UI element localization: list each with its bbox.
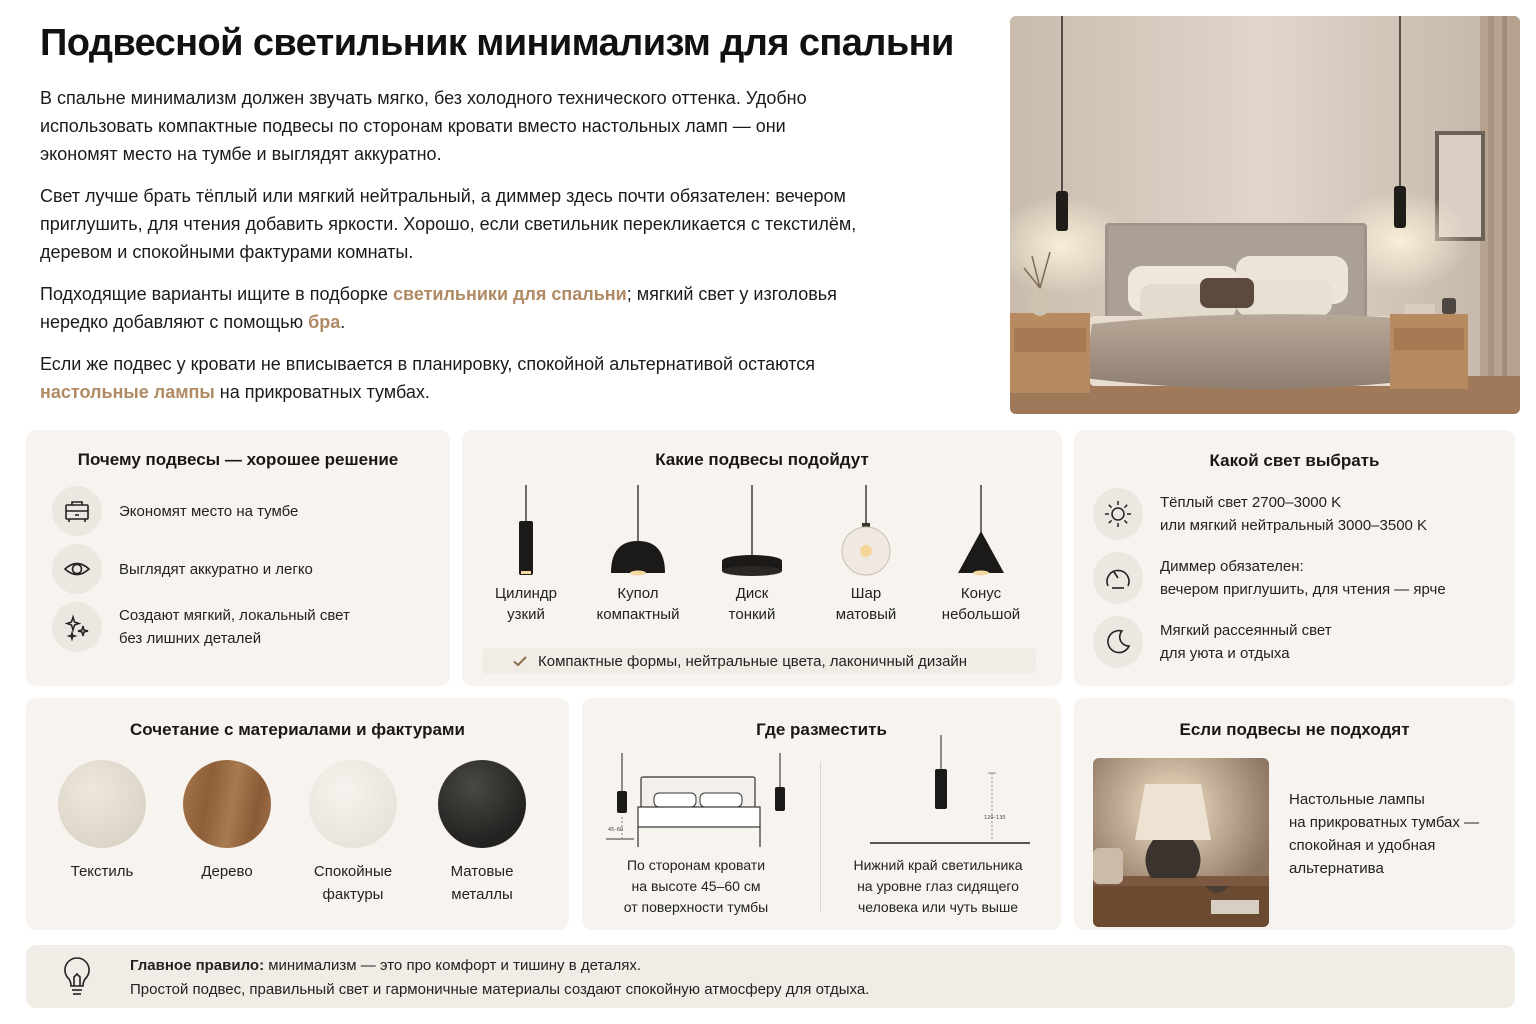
- intro-paragraph-4: [40, 350, 860, 406]
- light-item: [1093, 488, 1427, 540]
- main-rule-label: Главное правило:: [130, 957, 265, 974]
- material-metal: [427, 760, 537, 906]
- dome-pendant-icon: [603, 485, 673, 577]
- pendant-type-desc: компактный: [596, 606, 680, 623]
- checkmark-icon: [512, 653, 528, 669]
- globe-pendant-icon: [831, 485, 901, 577]
- alternative-text-line: Настольные лампы: [1289, 791, 1425, 808]
- plaster-swatch: [309, 760, 397, 848]
- metal-swatch: [438, 760, 526, 848]
- page-title: Подвесной светильник минимализм для спальни: [40, 22, 954, 64]
- nightstand-icon: [52, 486, 102, 536]
- pendant-type-name: Диск: [735, 585, 769, 602]
- intro-paragraph-2: Свет лучше брать тёплый или мягкий нейтральный, а диммер здесь почти обязателен: вечером приглушить, для чтения добавить яркости. Хорошо, если светильник перекликается с текстилём, деревом и спокойными фактурами комнаты.: [40, 186, 857, 262]
- light-item-line2: или мягкий нейтральный 3000–3500 K: [1160, 517, 1428, 534]
- why-item-text: Экономят место на тумбе: [119, 502, 299, 520]
- pendant-type-dome: [583, 485, 693, 625]
- pendant-types-title: Какие подвесы подойдут: [655, 450, 869, 469]
- why-pendants-card: [26, 430, 450, 686]
- caption-line: на уровне глаз сидящего: [857, 878, 1019, 894]
- main-rule-banner: [26, 945, 1515, 1008]
- pendant-type-desc: тонкий: [728, 606, 776, 623]
- main-rule-line2: Простой подвес, правильный свет и гармоничные материалы создают спокойную атмосферу для отдыха.: [130, 981, 870, 998]
- placement-title: Где разместить: [756, 720, 887, 739]
- eye-level-height-label: 120–130: [984, 815, 1006, 821]
- eye-level-diagram: [860, 735, 1060, 845]
- main-rule-text: [130, 954, 869, 1002]
- table-lamps-link[interactable]: настольные лампы: [40, 382, 215, 402]
- why-item: [52, 544, 313, 594]
- light-item-line1: Диммер обязателен:: [1160, 558, 1304, 575]
- intro-text: [40, 84, 860, 420]
- material-wood: [172, 760, 282, 883]
- light-choice-title: Какой свет выбрать: [1209, 451, 1380, 470]
- intro-paragraph-3: [40, 280, 860, 336]
- material-label: Дерево: [201, 863, 253, 880]
- why-item-text: Выглядят аккуратно и легко: [119, 560, 313, 578]
- light-item-line1: Тёплый свет 2700–3000 K: [1160, 494, 1342, 511]
- why-item: [52, 486, 298, 536]
- material-label: [298, 860, 408, 906]
- material-label: Текстиль: [70, 863, 134, 880]
- why-pendants-title: Почему подвесы — хорошее решение: [77, 450, 399, 469]
- light-item: [1093, 552, 1446, 604]
- material-textile: [47, 760, 157, 883]
- textile-swatch: [58, 760, 146, 848]
- pendant-type-name: Шар: [850, 585, 882, 602]
- cone-pendant-icon: [946, 485, 1016, 577]
- material-label-line2: металлы: [451, 886, 513, 903]
- sun-icon: [1093, 488, 1143, 540]
- caption-line: Нижний край светильника: [853, 857, 1023, 873]
- pendant-type-desc: матовый: [835, 606, 897, 623]
- intro-paragraph-1: В спальне минимализм должен звучать мягко, без холодного технического оттенка. Удобно использовать компактные подвесы по сторонам кровати вместо настольных ламп — они экономят место на тумбе и выглядят аккуратно.: [40, 88, 807, 164]
- wood-swatch: [183, 760, 271, 848]
- disc-pendant-icon: [717, 485, 787, 577]
- light-item-line1: Мягкий рассеянный свет: [1160, 622, 1332, 639]
- material-label: [427, 860, 537, 906]
- main-rule-line1-text: минимализм — это про комфорт и тишину в деталях.: [264, 957, 642, 974]
- light-item-text: [1160, 555, 1446, 601]
- caption-line: от поверхности тумбы: [623, 899, 769, 915]
- material-label-line2: фактуры: [322, 886, 384, 903]
- caption-line: человека или чуть выше: [857, 899, 1018, 915]
- intro-p4-text-a: Если же подвес у кровати не вписывается в планировку, спокойной альтернативой остаются: [40, 354, 816, 374]
- light-item-line2: вечером приглушить, для чтения — ярче: [1160, 581, 1446, 598]
- alternative-title: Если подвесы не подходят: [1179, 720, 1410, 739]
- pendant-type-globe: [811, 485, 921, 625]
- pendant-type-label: [471, 583, 581, 625]
- pendant-type-label: [926, 583, 1036, 625]
- why-item-text: [119, 604, 350, 650]
- bedroom-lights-link[interactable]: светильники для спальни: [393, 284, 627, 304]
- lightbulb-icon: [60, 955, 94, 999]
- alternative-text: [1289, 788, 1479, 880]
- dimmer-icon: [1093, 552, 1143, 604]
- placement-right-caption: [836, 855, 1040, 918]
- alternative-text-line: альтернатива: [1289, 860, 1384, 877]
- pendant-type-desc: узкий: [507, 606, 545, 623]
- cylinder-pendant-icon: [496, 485, 556, 577]
- pendant-type-cylinder: [471, 485, 581, 625]
- why-item: [52, 602, 350, 652]
- intro-p3-text-b: ; мягкий свет у изголовья нередко добавляют с помощью: [40, 284, 837, 332]
- material-label-line1: Матовые: [450, 863, 514, 880]
- sconce-link[interactable]: бра: [308, 312, 341, 332]
- caption-line: По сторонам кровати: [626, 857, 766, 873]
- light-item-text: [1160, 491, 1427, 537]
- moon-icon: [1093, 616, 1143, 668]
- pendant-type-label: [697, 583, 807, 625]
- light-item-text: [1160, 619, 1332, 665]
- pendant-type-name: Конус: [960, 585, 1002, 602]
- why-item-line1: Создают мягкий, локальный свет: [119, 607, 350, 624]
- eye-icon: [52, 544, 102, 594]
- why-item-line2: без лишних деталей: [119, 630, 262, 647]
- materials-title: Сочетание с материалами и фактурами: [130, 720, 465, 739]
- light-choice-card: [1074, 430, 1515, 686]
- placement-left-caption: [596, 855, 796, 918]
- pendant-type-disc: [697, 485, 807, 625]
- main-rule-line1: [130, 954, 869, 978]
- light-item-line2: для уюта и отдыха: [1160, 645, 1290, 662]
- caption-line: на высоте 45–60 см: [631, 878, 761, 894]
- material-label-line1: Спокойные: [313, 863, 393, 880]
- intro-p3-text-c: .: [340, 312, 346, 332]
- pendant-types-note-text: Компактные формы, нейтральные цвета, лаконичный дизайн: [538, 652, 968, 670]
- intro-p3-text-a: Подходящие варианты ищите в подборке: [40, 284, 393, 304]
- material-plaster: [298, 760, 408, 906]
- pendant-type-cone: [926, 485, 1036, 625]
- bedroom-photo: [1010, 16, 1520, 414]
- light-item: [1093, 616, 1332, 668]
- pendant-type-label: [811, 583, 921, 625]
- placement-divider: [820, 762, 821, 912]
- pendant-type-name: Цилиндр: [495, 585, 557, 602]
- pendant-types-note: [482, 648, 1036, 674]
- alternative-text-line: на прикроватных тумбах —: [1289, 814, 1480, 831]
- sparkle-icon: [52, 602, 102, 652]
- bed-placement-diagram: [600, 745, 800, 855]
- pendant-type-name: Купол: [617, 585, 659, 602]
- pendant-type-desc: небольшой: [941, 606, 1021, 623]
- table-lamp-photo: [1093, 758, 1269, 927]
- pendant-type-label: [583, 583, 693, 625]
- bed-height-label: 45–60: [608, 827, 624, 833]
- alternative-text-line: спокойная и удобная: [1289, 837, 1436, 854]
- intro-p4-text-b: на прикроватных тумбах.: [214, 382, 430, 402]
